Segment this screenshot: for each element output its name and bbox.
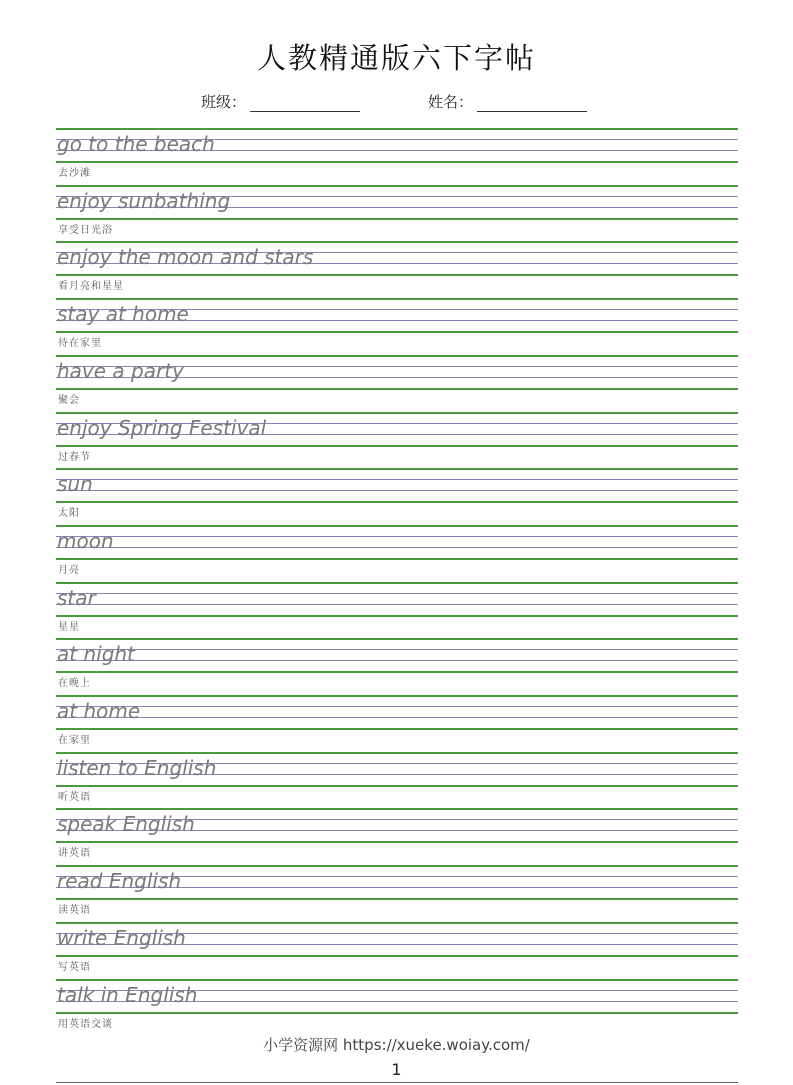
guide-top-line: [56, 128, 738, 130]
guide-bottom-line: [56, 785, 738, 787]
copybook-row: [56, 298, 738, 355]
guide-base-line: [56, 490, 738, 491]
guide-bottom-line: [56, 841, 738, 843]
trace-word: talk in English: [57, 982, 198, 1007]
trace-word: write English: [57, 925, 186, 950]
copybook-row: [56, 808, 738, 865]
chinese-meaning: 讲英语: [58, 848, 91, 860]
footer-rule: [56, 1082, 738, 1083]
guide-bottom-line: [56, 445, 738, 447]
guide-top-line: [56, 638, 738, 640]
trace-word: star: [57, 585, 96, 610]
class-label: 班级：: [201, 93, 247, 111]
guide-top-line: [56, 808, 738, 810]
guide-upper-line: [56, 649, 738, 650]
copybook-row: [56, 638, 738, 695]
copybook-row: [56, 525, 738, 582]
guide-top-line: [56, 865, 738, 867]
copybook-row: [56, 185, 738, 242]
trace-word: go to the beach: [57, 132, 215, 156]
chinese-meaning: 读英语: [58, 905, 91, 917]
copybook-row: [56, 979, 738, 1036]
copybook-row: [56, 582, 738, 639]
name-label: 姓名：: [428, 93, 474, 111]
copybook-row: [56, 865, 738, 922]
guide-top-line: [56, 752, 738, 754]
guide-bottom-line: [56, 501, 738, 503]
trace-word: have a party: [57, 358, 184, 383]
trace-word: stay at home: [57, 302, 189, 327]
chinese-meaning: 过春节: [58, 451, 91, 463]
copybook-row: [56, 468, 738, 525]
copybook-row: [56, 355, 738, 412]
footer-watermark: 小学资源网 https://xueke.woiay.com/: [263, 1036, 530, 1054]
guide-bottom-line: [56, 671, 738, 673]
chinese-meaning: 太阳: [58, 508, 80, 520]
guide-bottom-line: [56, 728, 738, 730]
guide-top-line: [56, 922, 738, 924]
trace-word: sun: [57, 472, 93, 497]
chinese-meaning: 在晚上: [58, 678, 91, 690]
trace-word: read English: [57, 869, 182, 894]
chinese-meaning: 看月亮和星星: [58, 281, 124, 293]
guide-bottom-line: [56, 388, 738, 390]
guide-bottom-line: [56, 615, 738, 617]
guide-top-line: [56, 695, 738, 697]
guide-top-line: [56, 355, 738, 357]
guide-bottom-line: [56, 558, 738, 560]
trace-word: at home: [57, 699, 141, 723]
guide-bottom-line: [56, 274, 738, 276]
guide-base-line: [56, 547, 738, 548]
guide-top-line: [56, 979, 738, 981]
chinese-meaning: 享受日光浴: [58, 224, 113, 236]
guide-upper-line: [56, 706, 738, 707]
page-title: 人教精通版六下字帖: [256, 41, 536, 75]
copybook-row: [56, 695, 738, 752]
guide-bottom-line: [56, 218, 738, 220]
trace-word: enjoy the moon and stars: [57, 245, 314, 270]
guide-bottom-line: [56, 331, 738, 333]
page-number: 1: [391, 1060, 402, 1079]
chinese-meaning: 写英语: [58, 961, 91, 973]
copybook-row: [56, 412, 738, 469]
chinese-meaning: 待在家里: [58, 338, 102, 350]
guide-top-line: [56, 525, 738, 527]
chinese-meaning: 去沙滩: [58, 168, 91, 179]
chinese-meaning: 星星: [58, 621, 80, 633]
guide-bottom-line: [56, 955, 738, 957]
chinese-meaning: 听英语: [58, 791, 91, 803]
chinese-meaning: 聚会: [58, 394, 80, 406]
guide-bottom-line: [56, 1012, 738, 1014]
guide-top-line: [56, 582, 738, 584]
guide-top-line: [56, 468, 738, 470]
copybook-row: [56, 752, 738, 809]
guide-top-line: [56, 298, 738, 300]
guide-upper-line: [56, 593, 738, 594]
trace-word: speak English: [57, 812, 195, 837]
guide-top-line: [56, 241, 738, 243]
guide-base-line: [56, 604, 738, 605]
copybook-row: [56, 128, 738, 185]
copybook-row: [56, 241, 738, 298]
chinese-meaning: 用英语交谈: [58, 1018, 113, 1030]
chinese-meaning: 月亮: [58, 564, 80, 576]
guide-bottom-line: [56, 898, 738, 900]
guide-upper-line: [56, 536, 738, 537]
guide-base-line: [56, 717, 738, 718]
trace-word: enjoy sunbathing: [57, 188, 231, 213]
guide-base-line: [56, 660, 738, 661]
chinese-meaning: 在家里: [58, 735, 91, 746]
guide-top-line: [56, 185, 738, 187]
trace-word: listen to English: [57, 755, 217, 780]
guide-bottom-line: [56, 161, 738, 163]
trace-word: at night: [57, 642, 135, 667]
guide-upper-line: [56, 479, 738, 480]
guide-top-line: [56, 412, 738, 414]
copybook-row: [56, 922, 738, 979]
trace-word: enjoy Spring Festival: [57, 415, 267, 440]
trace-word: moon: [57, 528, 114, 553]
